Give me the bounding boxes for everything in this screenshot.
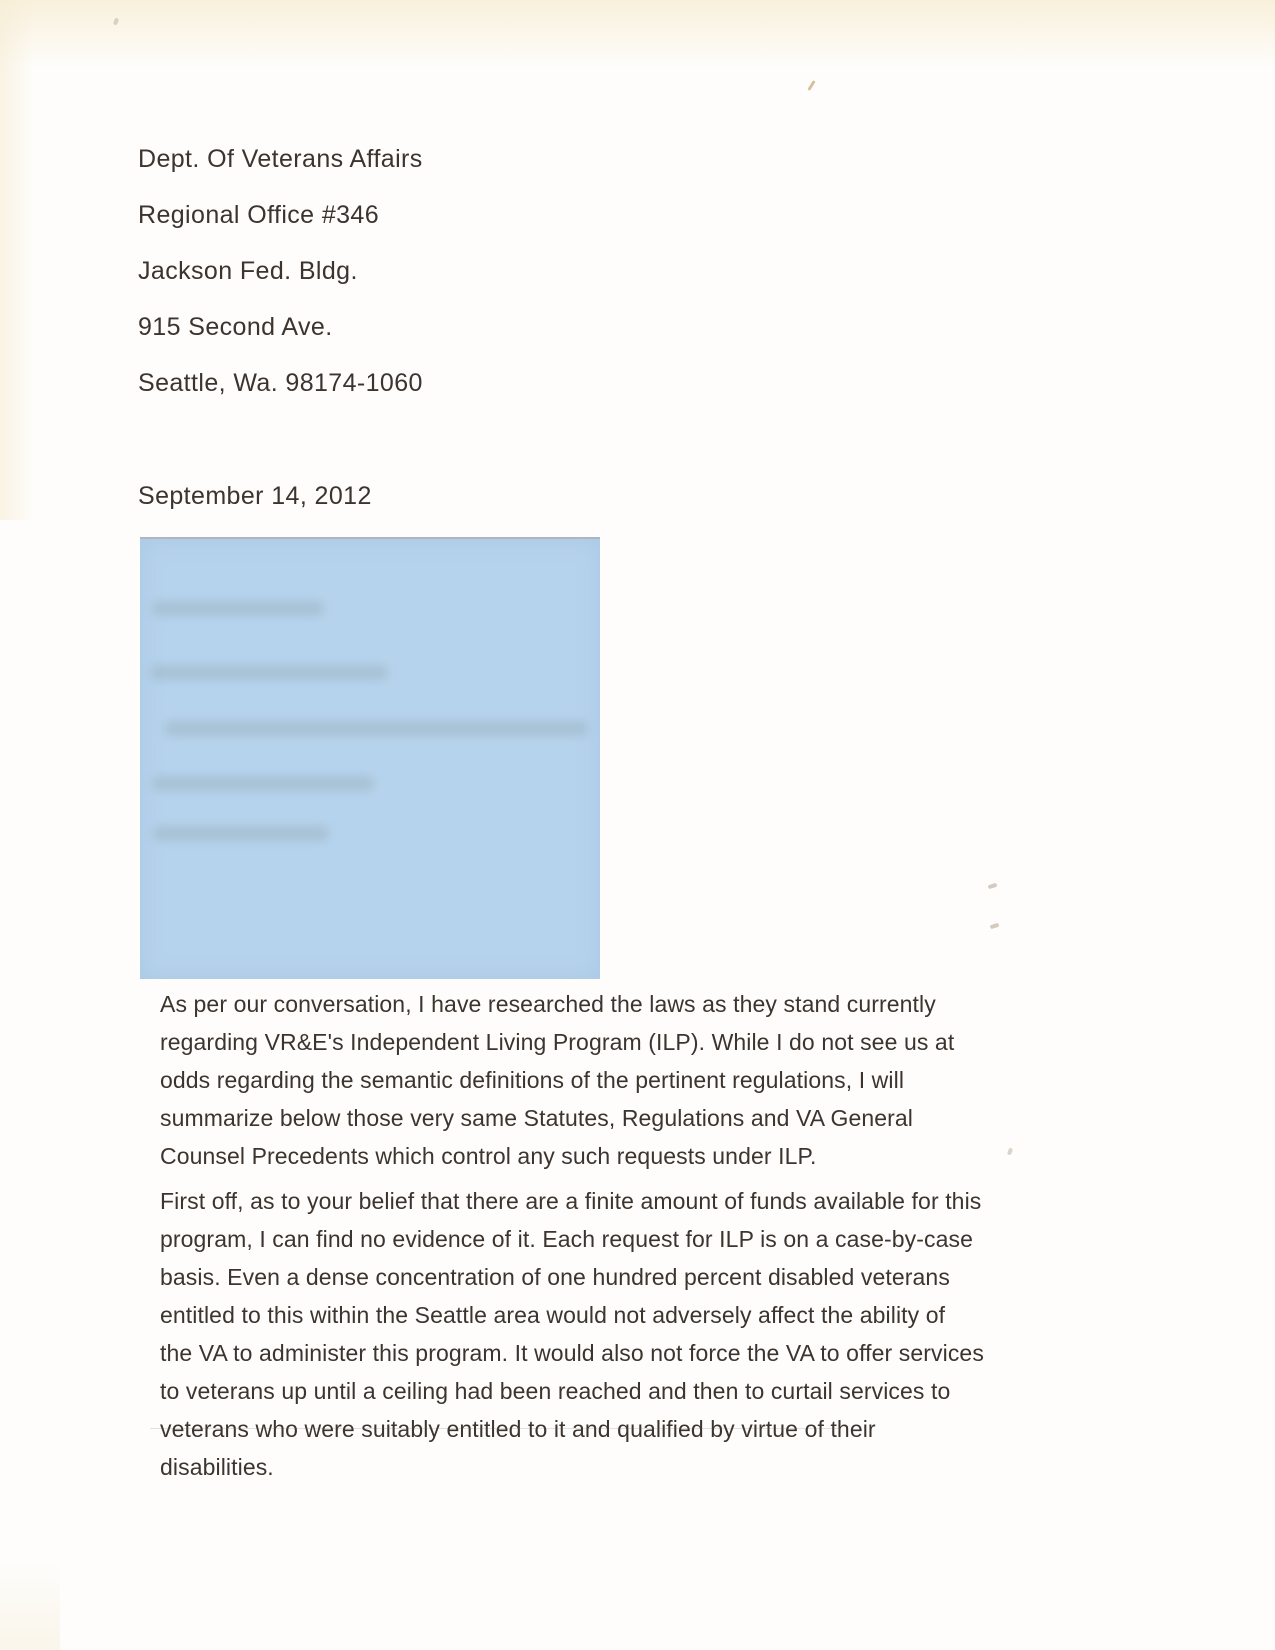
- body-line: First off, as to your belief that there are a finite amount of funds available for this: [160, 1188, 982, 1214]
- body-line: Counsel Precedents which control any such requests under ILP.: [160, 1143, 817, 1169]
- body-line: summarize below those very same Statutes, Regulations and VA General: [160, 1105, 913, 1131]
- body-line: the VA to administer this program. It would also not force the VA to offer services: [160, 1340, 984, 1366]
- ghost-text-line: [150, 665, 388, 680]
- scan-edge-tint-bottom-left: [0, 1560, 60, 1650]
- recipient-address-line: Seattle, Wa. 98174-1060: [138, 369, 423, 397]
- body-line: veterans who were suitably entitled to it and qualified by virtue of their: [160, 1416, 876, 1442]
- ghost-text-line: [152, 776, 374, 791]
- body-line: basis. Even a dense concentration of one hundred percent disabled veterans: [160, 1264, 950, 1290]
- recipient-address-line: Jackson Fed. Bldg.: [138, 257, 358, 285]
- scan-speck: [1007, 1148, 1013, 1156]
- body-line: to veterans up until a ceiling had been reached and then to curtail services to: [160, 1378, 951, 1404]
- scan-speck: [988, 883, 998, 890]
- body-line: As per our conversation, I have researched the laws as they stand currently: [160, 991, 936, 1017]
- scan-speck: [990, 923, 1000, 930]
- body-line: disabilities.: [160, 1454, 274, 1480]
- scan-speck: [113, 18, 119, 26]
- scan-speck: [807, 80, 815, 91]
- recipient-address-line: 915 Second Ave.: [138, 313, 333, 341]
- body-line: regarding VR&E's Independent Living Program (ILP). While I do not see us at: [160, 1029, 955, 1055]
- recipient-address-line: Dept. Of Veterans Affairs: [138, 145, 423, 173]
- recipient-address-line: Regional Office #346: [138, 201, 380, 229]
- body-paragraph-1: [160, 985, 954, 1175]
- scan-edge-tint-top: [0, 0, 1275, 68]
- ghost-text-line: [153, 826, 329, 841]
- body-line: program, I can find no evidence of it. Each request for ILP is on a case-by-case: [160, 1226, 974, 1252]
- ghost-text-line: [152, 601, 324, 616]
- body-line: odds regarding the semantic definitions of the pertinent regulations, I will: [160, 1067, 905, 1093]
- recipient-address: [138, 131, 423, 411]
- body-paragraph-2: [160, 1182, 984, 1486]
- scan-edge-tint-left: [0, 0, 34, 520]
- redaction-sticky-note: [140, 537, 600, 979]
- body-line: entitled to this within the Seattle area would not adversely affect the ability of: [160, 1302, 946, 1328]
- letter-date: September 14, 2012: [138, 482, 372, 510]
- ghost-text-line: [164, 721, 588, 736]
